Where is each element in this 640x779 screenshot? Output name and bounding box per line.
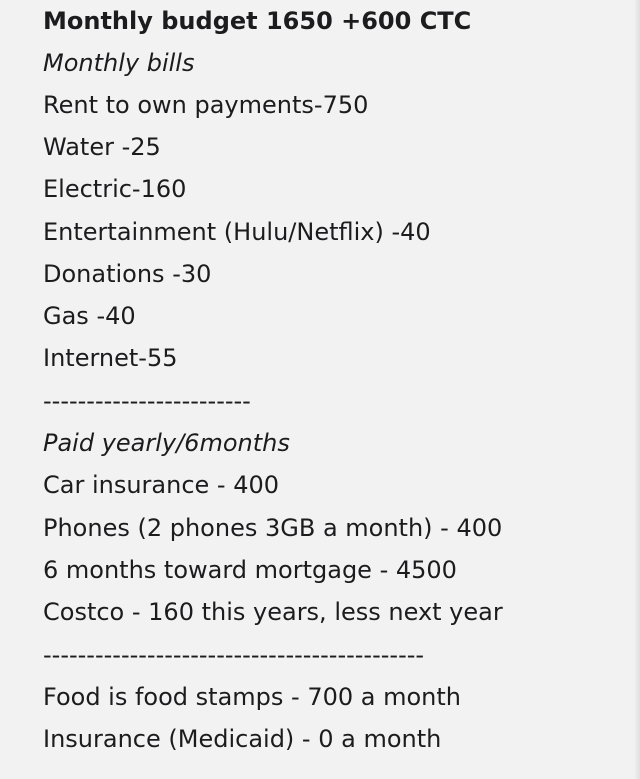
divider: ------------------------ [43,387,251,415]
bill-item: Entertainment (Hulu/Netflix) -40 [43,218,431,246]
other-item: Food is food stamps - 700 a month [43,683,461,711]
yearly-heading: Paid yearly/6months [43,429,290,457]
bill-item: Electric-160 [43,175,187,203]
monthly-bills-heading: Monthly bills [43,49,195,77]
yearly-item: Costco - 160 this years, less next year [43,598,503,626]
yearly-item: Phones (2 phones 3GB a month) - 400 [43,514,503,542]
note-title: Monthly budget 1650 +600 CTC [43,7,472,35]
bill-item: Rent to own payments-750 [43,91,369,119]
divider: -------------------------------------------- [43,641,425,669]
bill-item: Water -25 [43,133,161,161]
yearly-item: Car insurance - 400 [43,471,280,499]
bill-item: Internet-55 [43,344,178,372]
page-edge [634,0,640,779]
yearly-item: 6 months toward mortgage - 4500 [43,556,457,584]
bill-item: Gas -40 [43,302,136,330]
bill-item: Donations -30 [43,260,212,288]
other-item: Insurance (Medicaid) - 0 a month [43,725,442,753]
